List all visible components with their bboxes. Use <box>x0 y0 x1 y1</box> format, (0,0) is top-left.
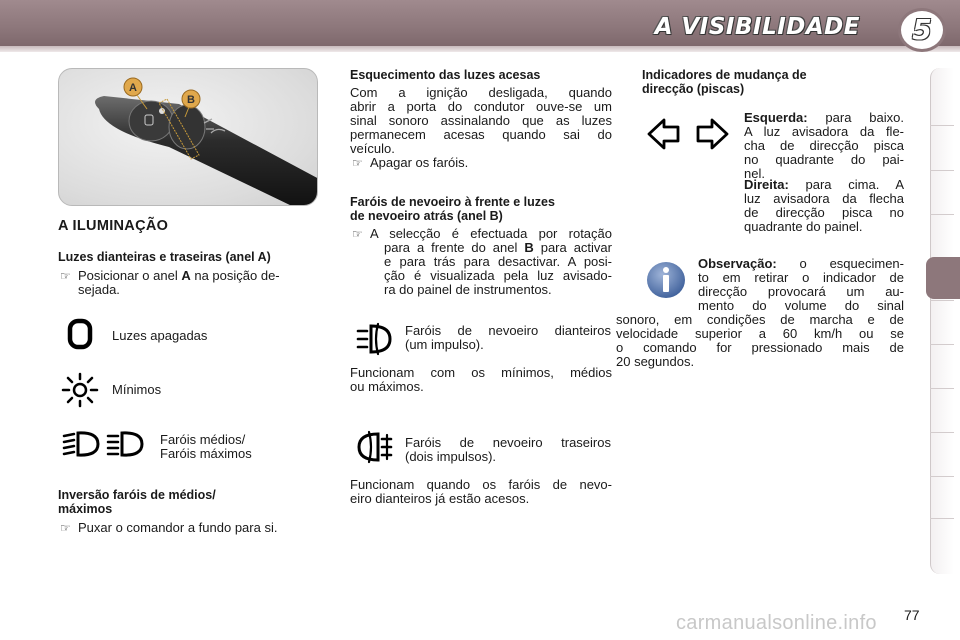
paragraph: eiro dianteiros já estão acesos. <box>350 491 530 506</box>
left-indicator-text: no quadrante do pai- <box>744 152 904 167</box>
lighting-stalk-drawing <box>59 69 318 206</box>
instruction-text: ra do painel de instrumentos. <box>384 282 552 297</box>
instruction-text: A selecção é efectuada por rotação <box>370 226 612 241</box>
pointing-finger-icon: ☞ <box>352 227 363 241</box>
section-heading: Faróis de nevoeiro à frente e luzes <box>350 195 555 209</box>
photo-label-b: B <box>187 94 195 106</box>
sidelights-label: Mínimos <box>112 382 162 397</box>
section-heading: Esquecimento das luzes acesas <box>350 68 541 82</box>
section-heading: Indicadores de mudança de <box>642 68 807 82</box>
pointing-finger-icon: ☞ <box>60 269 71 283</box>
tab-divider <box>930 476 954 477</box>
instruction-text: e para trás para desactivar. A posi- <box>384 254 612 269</box>
note-text: direcção provocará um au- <box>698 284 904 299</box>
chapter-title: A VISIBILIDADE <box>654 14 860 40</box>
instruction-text: Puxar o comandor a fundo para si. <box>78 520 278 535</box>
section-heading: Luzes dianteiras e traseiras (anel A) <box>58 250 271 264</box>
left-indicator-text: nel. <box>744 166 765 181</box>
instruction-text: Apagar os faróis. <box>370 155 469 170</box>
section-title: A ILUMINAÇÃO <box>58 218 169 234</box>
paragraph: Com a ignição desligada, quando abrir a porta do condutor ouve-se um sinal sonoro assinalando que as luzes permanecem acesas quando sai do veículo. <box>350 85 612 156</box>
pointing-finger-icon: ☞ <box>60 521 71 535</box>
note-text: mento do volume do sinal <box>698 298 904 313</box>
tab-divider <box>930 388 954 389</box>
tab-divider <box>930 214 954 215</box>
lights-off-icon <box>66 318 94 350</box>
rear-fog-label: (dois impulsos). <box>405 449 497 464</box>
left-indicator-text: cha de direcção pisca <box>744 138 904 153</box>
paragraph: Funcionam com os mínimos, médios <box>350 365 612 380</box>
lights-off-label: Luzes apagadas <box>112 328 208 343</box>
note-text: to em retirar o indicador de <box>698 270 904 285</box>
note-text: sonoro, em condições de marcha e de <box>616 312 904 327</box>
section-heading: máximos <box>58 502 113 516</box>
pointing-finger-icon: ☞ <box>352 156 363 170</box>
info-icon <box>645 260 687 300</box>
paragraph: ou máximos. <box>350 379 424 394</box>
front-fog-label: Faróis de nevoeiro dianteiros <box>405 323 611 338</box>
page-number: 77 <box>904 607 920 623</box>
instruction-text: Posicionar o anel A na posição de- <box>78 268 280 283</box>
front-fog-icon <box>356 322 394 356</box>
front-fog-label: (um impulso). <box>405 337 484 352</box>
photo-label-a: A <box>129 82 137 94</box>
right-indicator-text: Direita: para cima. A <box>744 177 904 192</box>
tab-divider <box>930 344 954 345</box>
dipped-main-beam-icon <box>62 428 148 460</box>
rear-fog-icon <box>356 430 394 464</box>
section-heading: de nevoeiro atrás (anel B) <box>350 209 503 223</box>
main-beam-label: Faróis máximos <box>160 446 252 461</box>
tab-divider <box>930 518 954 519</box>
note-text: velocidade superior a 60 km/h ou se <box>616 326 904 341</box>
header-strip <box>0 46 960 52</box>
paragraph: Funcionam quando os faróis de nevo- <box>350 477 612 492</box>
note-text: Observação: o esquecimen- <box>698 256 904 271</box>
chapter-tab-active[interactable] <box>926 257 960 299</box>
right-indicator-text: quadrante do painel. <box>744 219 863 234</box>
tab-divider <box>930 170 954 171</box>
tab-divider <box>930 300 954 301</box>
tab-divider <box>930 432 954 433</box>
section-heading: direcção (piscas) <box>642 82 745 96</box>
rear-fog-label: Faróis de nevoeiro traseiros <box>405 435 611 450</box>
left-indicator-text: A luz avisadora da fle- <box>744 124 904 139</box>
chapter-number-badge: 5 <box>898 8 946 52</box>
right-indicator-text: de direcção pisca no <box>744 205 904 220</box>
dipped-beam-label: Faróis médios/ <box>160 432 246 447</box>
sidelights-icon <box>60 372 100 408</box>
watermark: carmanualsonline.info <box>676 612 877 634</box>
tab-divider <box>930 125 954 126</box>
right-indicator-text: luz avisadora da flecha <box>744 191 904 206</box>
chapter-tab-rail <box>930 68 954 574</box>
instruction-text: ção é visualizada pela luz avisado- <box>384 268 612 283</box>
instruction-text: para a frente do anel B para activar <box>384 240 612 255</box>
note-text: o comando for pressionado mais de <box>616 340 904 355</box>
instruction-text: sejada. <box>78 282 120 297</box>
lighting-stalk-photo <box>58 68 318 206</box>
note-text: 20 segundos. <box>616 354 695 369</box>
left-indicator-text: Esquerda: para baixo. <box>744 110 904 125</box>
section-heading: Inversão faróis de médios/ <box>58 488 216 502</box>
turn-signal-arrows-icon <box>646 116 730 152</box>
